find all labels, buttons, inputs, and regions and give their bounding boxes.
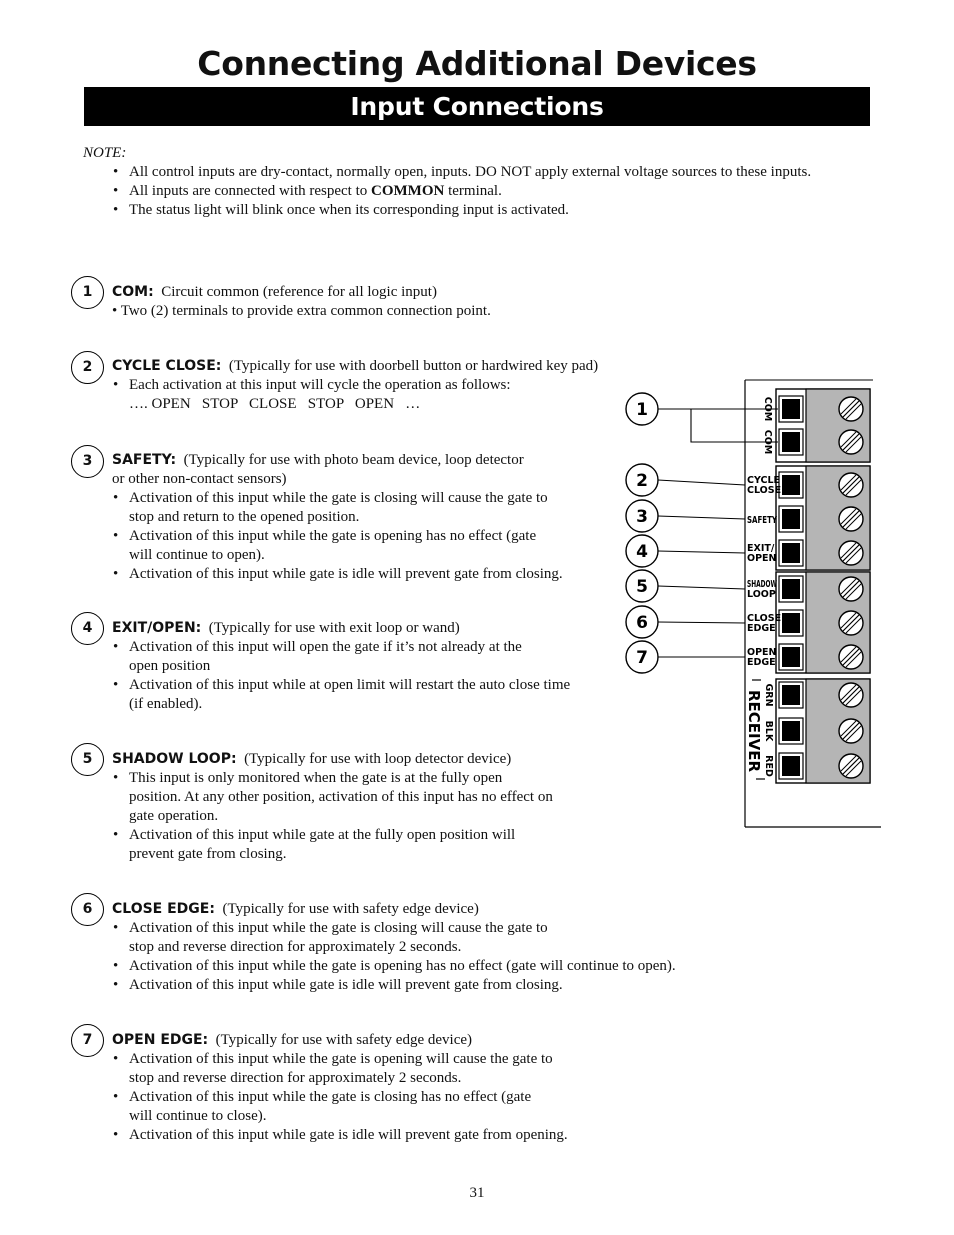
section-number-badge: 7 [71, 1024, 104, 1057]
section-number-badge: 6 [71, 893, 104, 926]
section-title: Input Connections [350, 92, 604, 121]
section-heading [112, 1031, 568, 1050]
section-bullets [112, 489, 563, 584]
page-number: 31 [469, 1185, 485, 1201]
input-section [112, 750, 553, 864]
callout-leader [658, 516, 745, 519]
section-term: CLOSE EDGE: [112, 901, 215, 917]
bullet-item: • Activation of this input while gate is idle will prevent gate from closing. [112, 976, 676, 995]
section-description: Circuit common (reference for all logic input) [161, 284, 437, 300]
section-heading [112, 750, 553, 769]
com-label: COM [762, 396, 773, 422]
note-item: • The status light will blink once when its corresponding input is activated. [112, 201, 811, 220]
terminal-socket-hole [782, 432, 800, 452]
terminal-socket-hole [782, 721, 800, 741]
terminal-label: OPEN [747, 553, 777, 564]
section-line: or other non-contact sensors) [112, 471, 287, 487]
callout-leader [658, 551, 745, 553]
terminal-label: SHADOW [747, 579, 778, 590]
section-term: CYCLE CLOSE: [112, 358, 222, 374]
receiver-wire-label: RED [763, 755, 774, 777]
callout-number: 7 [636, 648, 648, 668]
callout-number: 2 [636, 471, 648, 491]
terminal-socket-hole [782, 399, 800, 419]
terminal-label: EDGE [747, 623, 776, 634]
callout-number: 4 [636, 542, 648, 562]
bullet-item: • Activation of this input while the gate is closing has no effect (gate will continue to close). [112, 1088, 568, 1126]
bullet-item: • Activation of this input while the gate is closing will cause the gate to stop and reverse direction for approximately 2 seconds. [112, 919, 676, 957]
section-description: (Typically for use with exit loop or wand) [208, 620, 460, 636]
terminal-socket-hole [782, 685, 800, 705]
receiver-wire-label: GRN [763, 683, 774, 707]
section-heading [112, 619, 570, 638]
section-description: (Typically for use with safety edge device) [222, 901, 479, 917]
section-description: (Typically for use with loop detector device) [244, 751, 512, 767]
section-number-badge: 5 [71, 743, 104, 776]
section-number-badge: 1 [71, 276, 104, 309]
receiver-wire-label: BLK [763, 720, 774, 742]
section-term: SHADOW LOOP: [112, 751, 237, 767]
callout-leader [658, 586, 745, 589]
note-item: • All control inputs are dry-contact, normally open, inputs. DO NOT apply external voltage sources to these inputs. [112, 163, 811, 182]
terminal-label: LOOP [747, 589, 776, 600]
bullet-item: • Activation of this input while the gate is opening has no effect (gate will continue to open). [112, 527, 563, 565]
callout-number: 1 [636, 400, 648, 420]
terminal-block-diagram [615, 375, 885, 835]
page-title: Connecting Additional Devices [197, 44, 757, 83]
terminal-label: SAFETY [747, 515, 778, 526]
terminal-label: EXIT/ [747, 543, 775, 554]
callout-number: 5 [636, 577, 648, 597]
bullet-item: • Activation of this input while the gate is opening has no effect (gate will continue to open). [112, 957, 676, 976]
callout-leader [658, 480, 745, 485]
section-description: (Typically for use with doorbell button or hardwired key pad) [228, 358, 599, 374]
input-section [112, 451, 563, 584]
section-bullets [112, 769, 553, 864]
terminal-label: CYCLE [747, 475, 781, 486]
section-description: (Typically for use with safety edge device) [215, 1032, 473, 1048]
terminal-socket-hole [782, 756, 800, 776]
callout-number: 6 [636, 613, 648, 633]
terminal-label: EDGE [747, 657, 776, 668]
section-bullets [112, 376, 598, 395]
bullet-item: • Activation of this input while the gate is opening will cause the gate to stop and reverse direction for approximately 2 seconds. [112, 1050, 568, 1088]
note-label: NOTE: [83, 145, 127, 161]
note-item: • All inputs are connected with respect to COMMON terminal. [112, 182, 811, 201]
section-term: OPEN EDGE: [112, 1032, 209, 1048]
receiver-label: RECEIVER [745, 689, 763, 773]
bullet-item: • Activation of this input while the gate is closing will cause the gate to stop and return to the opened position. [112, 489, 563, 527]
section-number-badge: 4 [71, 612, 104, 645]
section-number-badge: 3 [71, 445, 104, 478]
section-bullets [112, 638, 570, 714]
bullet-item: • Activation of this input while gate is idle will prevent gate from opening. [112, 1126, 568, 1145]
terminal-label: CLOSE [747, 485, 782, 496]
section-banner [84, 87, 870, 126]
input-section [112, 619, 570, 714]
section-number-badge: 2 [71, 351, 104, 384]
section-heading [112, 900, 676, 919]
section-heading [112, 283, 491, 302]
input-section [112, 283, 491, 321]
bullet-item: • Activation of this input while gate at the fully open position will prevent gate from closing. [112, 826, 553, 864]
section-description: (Typically for use with photo beam device, loop detector [183, 452, 524, 468]
terminal-socket-hole [782, 543, 800, 563]
input-section [112, 357, 598, 414]
note-list [112, 163, 811, 220]
section-bullets [112, 919, 676, 995]
terminal-socket-hole [782, 613, 800, 633]
bullet-item: • Each activation at this input will cycle the operation as follows: [112, 376, 598, 395]
cycle-sequence: …. OPEN STOP CLOSE STOP OPEN … [129, 396, 421, 412]
section-term: COM: [112, 284, 154, 300]
callout-leader [658, 622, 745, 623]
terminal-socket-hole [782, 647, 800, 667]
input-section [112, 1031, 568, 1145]
section-term: SAFETY: [112, 452, 177, 468]
callout-leader [658, 409, 778, 442]
callout-number: 3 [636, 507, 648, 527]
section-heading [112, 451, 563, 470]
section-bullets [112, 1050, 568, 1145]
section-term: EXIT/OPEN: [112, 620, 202, 636]
terminal-socket-hole [782, 579, 800, 599]
com-label: COM [762, 429, 773, 455]
bullet-item: • This input is only monitored when the gate is at the fully open position. At any other position, activation of this input has no effect on gate operation. [112, 769, 553, 826]
terminal-screw-housing [806, 389, 870, 462]
section-heading [112, 357, 598, 376]
terminal-label: CLOSE [747, 613, 782, 624]
bullet-item: • Activation of this input will open the gate if it’s not already at the open position [112, 638, 570, 676]
bullet-item: • Activation of this input while at open limit will restart the auto close time (if enabled). [112, 676, 570, 714]
terminal-socket-hole [782, 475, 800, 495]
section-line: • Two (2) terminals to provide extra common connection point. [112, 303, 491, 319]
terminal-label: OPEN [747, 647, 777, 658]
bullet-item: • Activation of this input while gate is idle will prevent gate from closing. [112, 565, 563, 584]
terminal-socket-hole [782, 509, 800, 529]
input-section [112, 900, 676, 995]
